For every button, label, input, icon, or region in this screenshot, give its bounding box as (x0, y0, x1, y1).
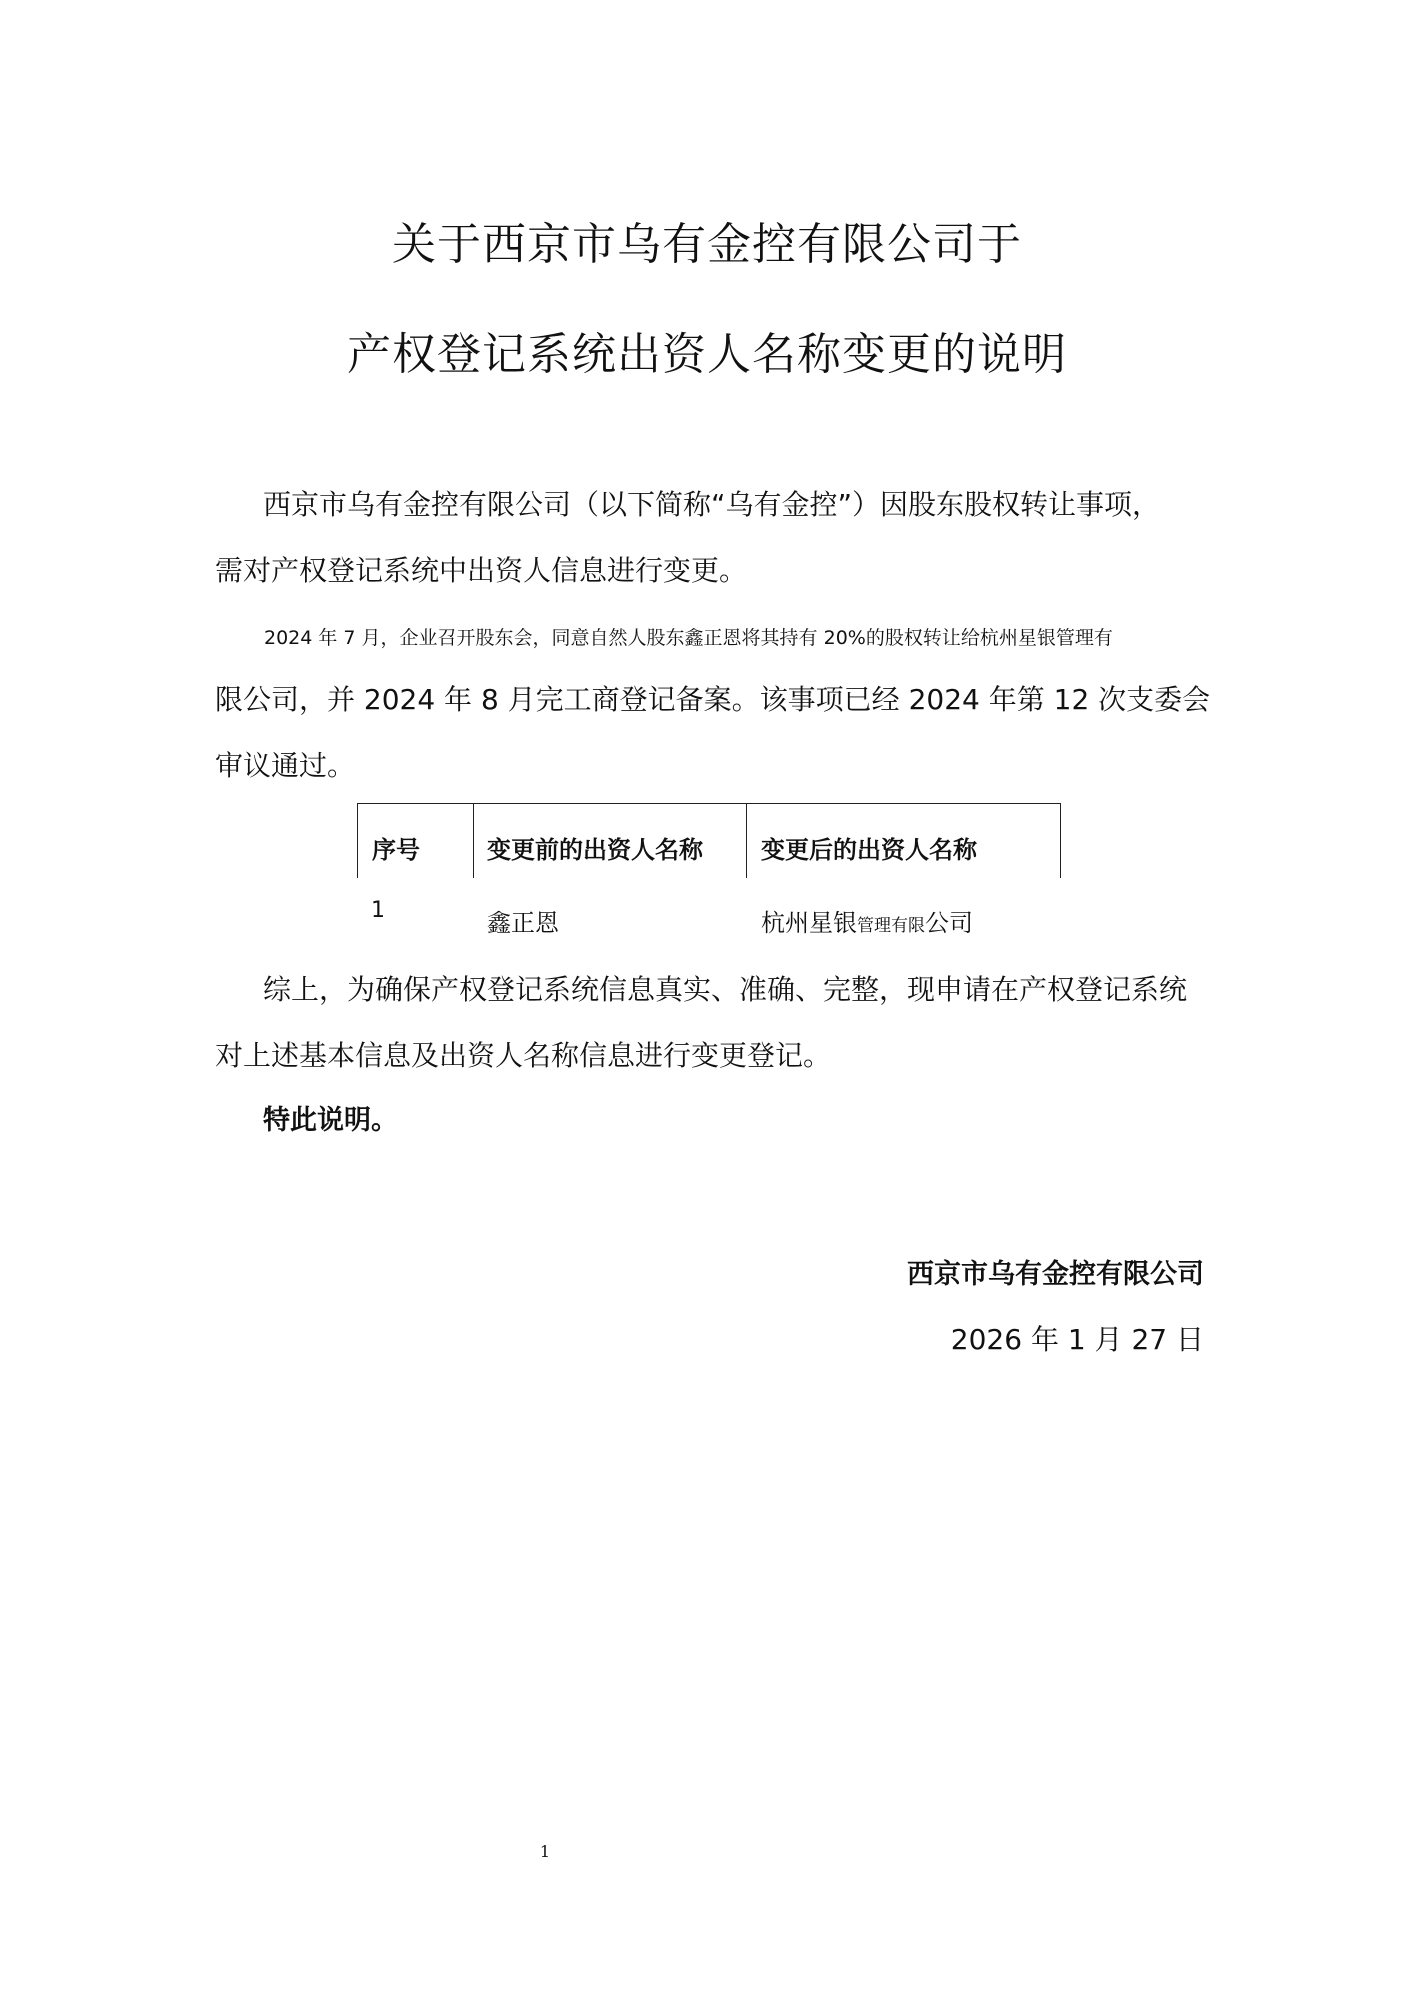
paragraph-2-line-2: 限公司，并 2024 年 8 月完工商登记备案。该事项已经 2024 年第 12 次支委会 (215, 683, 1211, 716)
table-cell-after (761, 903, 973, 938)
table-right-border (1060, 803, 1061, 878)
closing-statement: 特此说明。 (263, 1105, 398, 1136)
paragraph-3-line-2: 对上述基本信息及出资人名称信息进行变更登记。 (215, 1039, 832, 1072)
paragraph-1-line-2: 需对产权登记系统中出资人信息进行变更。 (215, 554, 748, 587)
document-title-line2: 产权登记系统出资人名称变更的说明 (347, 329, 1067, 380)
document-title-line1: 关于西京市乌有金控有限公司于 (392, 219, 1022, 270)
table-col-divider-2 (746, 803, 747, 878)
table-header-after: 变更后的出资人名称 (761, 836, 977, 864)
paragraph-2-line-1: 2024 年 7 月，企业召开股东会，同意自然人股东鑫正恩将其持有 20%的股权转让给杭州星银管理有 (264, 627, 1113, 649)
table-cell-before: 鑫正恩 (487, 909, 559, 937)
signature-date: 2026 年 1 月 27 日 (950, 1323, 1204, 1356)
table-left-border (357, 803, 358, 878)
table-col-divider-1 (473, 803, 474, 878)
table-header-index: 序号 (372, 836, 420, 864)
investor-change-table (357, 803, 1061, 937)
table-cell-index: 1 (371, 898, 385, 923)
table-cell-after-tail: 公司 (925, 909, 973, 937)
table-top-border (357, 803, 1061, 804)
signature-company: 西京市乌有金控有限公司 (907, 1259, 1204, 1290)
paragraph-1-line-1: 西京市乌有金控有限公司（以下简称“乌有金控”）因股东股权转让事项， (263, 488, 1161, 521)
table-cell-after-small: 管理有限 (857, 916, 925, 936)
table-header-before: 变更前的出资人名称 (487, 836, 703, 864)
paragraph-2-line-3: 审议通过。 (215, 749, 356, 782)
paragraph-3-line-1: 综上，为确保产权登记系统信息真实、准确、完整，现申请在产权登记系统 (263, 973, 1188, 1006)
page-number: 1 (539, 1842, 551, 1861)
table-cell-after-main: 杭州星银 (761, 909, 857, 937)
